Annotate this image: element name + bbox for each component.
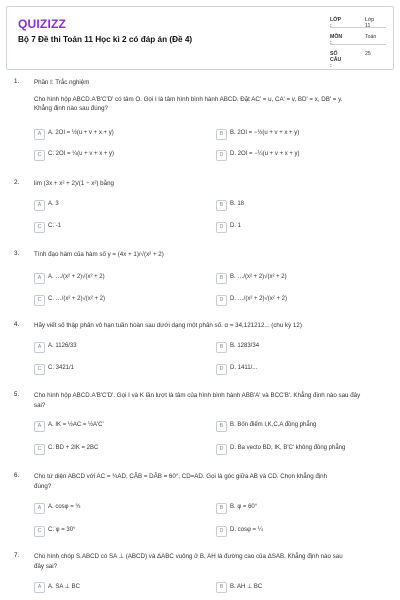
option-letter-box: D <box>216 150 227 161</box>
worksheet-title: Bộ 7 Đề thi Toán 11 Học kì 2 có đáp án (Đề 4) <box>18 35 193 44</box>
option-text: C. 2OI = ¼(u + v + x + y) <box>48 151 115 157</box>
question-line: Phần I: Trắc nghiệm <box>34 79 90 86</box>
option-letter-box: C <box>34 222 45 233</box>
question-text <box>34 250 379 260</box>
option-text: A. 3 <box>48 201 59 207</box>
option-letter-box: A <box>34 503 45 514</box>
question-text <box>34 321 379 331</box>
option-text: B. 2OI = −½(u + v + x + y) <box>230 130 300 136</box>
option-letter-box: D <box>216 526 227 537</box>
option-letter-box: C <box>34 150 45 161</box>
option-letter-box: C <box>34 444 45 455</box>
option-letter-box: D <box>216 295 227 306</box>
option-letter-box: B <box>216 503 227 514</box>
question-number: 3. <box>14 250 20 257</box>
question-number: 6. <box>14 472 20 479</box>
question-text <box>34 391 379 410</box>
option-letter-box: C <box>34 526 45 537</box>
option-letter-box: C <box>34 364 45 375</box>
option-text: B. AH ⊥ BC <box>230 584 263 590</box>
option-letter-box: A <box>34 200 45 211</box>
option-letter-box: A <box>34 342 45 353</box>
option-text: C. 3421/1 <box>48 365 75 371</box>
class-label: LỚP : <box>330 17 341 29</box>
option-text: D. …/(x² + 2)√(x² + 2) <box>230 296 287 302</box>
question-line: lim (3x + x² + 2)/(1 − x²) bằng <box>34 180 114 187</box>
option-text: A. …/(x² + 2)√(x² + 2) <box>48 274 105 280</box>
question-line: đúng? <box>34 482 52 490</box>
question-line: Khẳng định nào sau đúng? <box>34 105 108 113</box>
divider <box>330 44 386 45</box>
question-text <box>34 78 379 114</box>
option-text: B. φ = 60° <box>230 504 258 510</box>
question-line: Cho hình chóp S.ABCD có SA ⊥ (ABCD) và ΔABC vuông ở B, AH là đường cao của ΔSAB. Khẳng định nào sau <box>34 553 343 560</box>
option-text: C. BD + 2IK = 2BC <box>48 445 99 451</box>
option-letter-box: C <box>34 295 45 306</box>
question-text <box>34 472 379 491</box>
option-text: A. cosφ = ¾ <box>48 504 81 510</box>
option-text: A. IK = ½AC = ½A'C' <box>48 422 104 428</box>
option-text: A. 1126/33 <box>48 343 77 349</box>
option-letter-box: B <box>216 129 227 140</box>
option-letter-box: B <box>216 273 227 284</box>
option-letter-box: D <box>216 444 227 455</box>
option-letter-box: A <box>34 129 45 140</box>
option-letter-box: D <box>216 222 227 233</box>
question-number: 2. <box>14 179 20 186</box>
option-text: A. 2OI = ½(u + v + x + y) <box>48 130 114 136</box>
question-line: Cho hình hộp ABCD.A'B'C'D' có tâm O. Gọi I là tâm hình bình hành ABCD. Đặt AC' = u, CA' = v, BD' = x, DB' = y. <box>34 95 343 103</box>
option-text: D. 1 <box>230 223 242 229</box>
option-text: B. 1283/34 <box>230 343 260 349</box>
option-letter-box: B <box>216 342 227 353</box>
option-text: D. 1411/... <box>230 365 258 371</box>
option-text: C. φ = 30° <box>48 527 76 533</box>
spacer <box>34 88 379 95</box>
question-line: Tính đạo hàm của hàm số y = (4x + 1)/√(x² + 2) <box>34 251 164 258</box>
subject-label: MÔN : <box>330 34 343 46</box>
option-text: B. 18 <box>230 201 245 207</box>
question-line: Hãy viết số thập phân vô hạn tuần hoàn sau dưới dạng một phân số. α = 34,121212... (chu kỳ 12) <box>34 322 302 329</box>
option-text: B. …/(x² + 2)√(x² + 2) <box>230 274 287 280</box>
question-count-label: SỐ CÂU : <box>330 51 342 69</box>
option-letter-box: A <box>34 582 45 593</box>
option-text: D. cosφ = ¼ <box>230 527 263 533</box>
option-text: B. Bốn điểm I,K,C,A đồng phẳng <box>230 422 317 428</box>
question-number: 1. <box>14 78 20 85</box>
question-number: 7. <box>14 552 20 559</box>
option-letter-box: B <box>216 582 227 593</box>
option-letter-box: A <box>34 273 45 284</box>
question-line: sai? <box>34 401 46 409</box>
question-text <box>34 179 379 189</box>
quizizz-logo: QUIZIZZ <box>18 17 67 31</box>
option-letter-box: A <box>34 421 45 432</box>
option-text: C. -1 <box>48 223 62 229</box>
option-text: D. 2OI = −¼(u + v + x + y) <box>230 151 300 157</box>
question-count-value: 25 <box>365 51 371 57</box>
question-line: đây sai? <box>34 562 58 570</box>
question-line: Cho tứ diện ABCD với AC = ¾AD, CÂB = DÂB = 60°, CD=AD. Gọi là góc giữa AB và CD. Chọn khẳng định <box>34 473 328 480</box>
question-number: 4. <box>14 321 20 328</box>
option-letter-box: B <box>216 421 227 432</box>
question-text <box>34 552 379 571</box>
option-text: A. SA ⊥ BC <box>48 584 80 590</box>
question-line: Cho hình hộp ABCD.A'B'C'D'. Gọi I và K lần lượt là tâm của hình bình hành ABB'A' và BCC'B'. Khẳng định nào sau đây <box>34 392 361 399</box>
worksheet-header <box>6 6 394 70</box>
option-text: D. Ba vecto BD, IK, B'C' không đồng phẳng <box>230 445 346 451</box>
question-number: 5. <box>14 391 20 398</box>
option-letter-box: B <box>216 200 227 211</box>
class-value: Lớp 11 <box>365 17 375 29</box>
subject-value: Toán <box>365 34 377 40</box>
divider <box>330 27 386 28</box>
option-letter-box: D <box>216 364 227 375</box>
option-text: C. …/(x² + 2)√(x² + 2) <box>48 296 105 302</box>
